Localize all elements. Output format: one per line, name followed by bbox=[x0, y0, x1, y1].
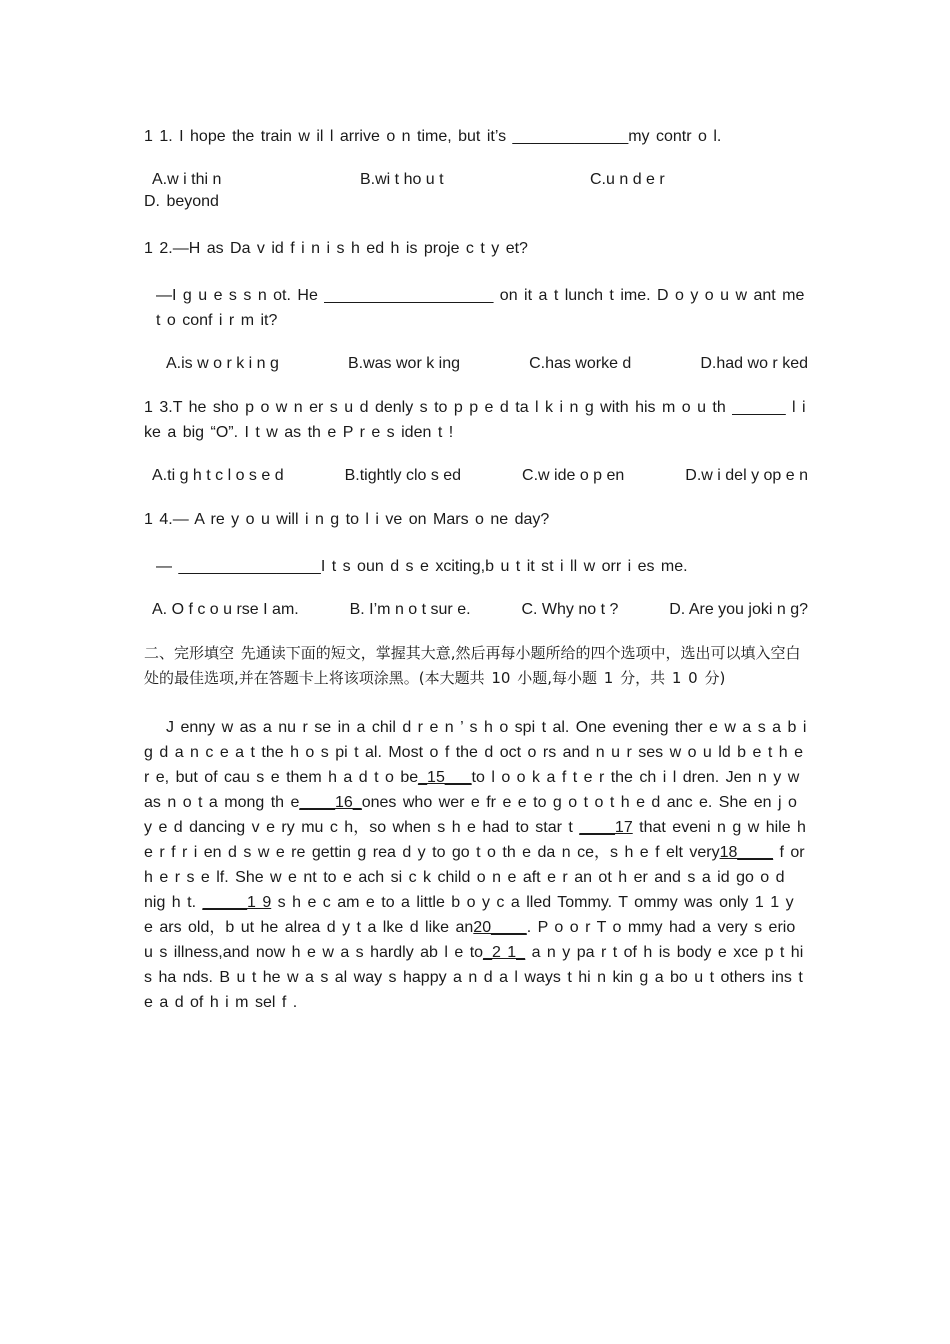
question-14-options bbox=[144, 601, 808, 619]
passage-text-8: a n y pa r t of h is body e xce p t hi s ha nds. B u t he w a s al way s happy a n d a l ways t hi n kin g a bo u t others ins t e a d of h i m sel f . bbox=[144, 944, 804, 1011]
passage-text-3: ones who wer e fr e e to g o t o t h e d anc e. She en j o y e d dancing v e ry mu c h，so when s h e had to star t bbox=[144, 794, 797, 836]
question-13-options bbox=[144, 467, 808, 485]
q14-option-b: B. I’m n o t sur e. bbox=[349, 601, 471, 618]
q13-option-b: B.tightly clo s ed bbox=[344, 467, 462, 484]
blank-15: _15___ bbox=[418, 769, 472, 786]
document-body bbox=[144, 124, 808, 1015]
question-12-response: —I g u e s s n ot. He ___________________ on it a t lunch t ime. D o y o u w ant me t o conf i r m it? bbox=[156, 287, 805, 329]
q14-option-a: A. O f c o u rse I am. bbox=[152, 601, 299, 618]
blank-19: _____1 9 bbox=[202, 894, 272, 911]
question-12-options bbox=[144, 355, 808, 373]
blank-17: ____17 bbox=[579, 819, 633, 836]
blank-18: 18____ bbox=[719, 844, 773, 861]
passage-text-7: . P o o r T o mmy had a very s erio u s illness,and now h e w a s hardly ab l e to bbox=[144, 919, 796, 961]
q11-option-a: A.w i thi n bbox=[152, 171, 222, 188]
question-11-options bbox=[144, 171, 808, 214]
q13-option-a: A.ti g h t c l o s e d bbox=[152, 467, 284, 484]
section-2-heading: 二、完形填空 先通读下面的短文，掌握其大意,然后再每小题所给的四个选项中，选出可以填入空白处的最佳选项,并在答题卡上将该项涂黑。(本大题共 10 小题,每小题 1 分，共 1 0 分) bbox=[144, 644, 801, 687]
q11-option-b: B.wi t ho u t bbox=[360, 171, 444, 188]
passage-text-6: s h e c am e to a little b o y c a lled Tommy. T ommy was only 1 1 y e ars old，b ut he alrea d y t a lke d like an bbox=[144, 894, 794, 936]
q14-option-c: C. Why no t ? bbox=[521, 601, 619, 618]
q12-option-a: A.is w o r k i n g bbox=[166, 355, 279, 372]
passage-text-2: to l o o k a f t e r the ch i l dren. Jen n y w as n o t a mong th e bbox=[144, 769, 800, 811]
q11-option-c: C.u n d e r bbox=[590, 171, 665, 188]
q12-option-d: D.had wo r ked bbox=[700, 355, 808, 372]
blank-16: ____16_ bbox=[299, 794, 362, 811]
passage-text-5: f or h e r s e lf. She w e nt to e ach si c k child o n e aft e r an ot h er and s a id go o d nig h t. bbox=[144, 844, 805, 911]
q12-option-c: C.has worke d bbox=[529, 355, 632, 372]
q14-option-d: D. Are you joki n g? bbox=[669, 601, 808, 618]
question-14-response: — ________________I t s oun d s e xciting,b u t it st i ll w orr i es me. bbox=[156, 558, 688, 575]
passage-text-4: that eveni n g w hile h e r f r i en d s w e re gettin g rea d y to go t o th e da n ce，s h e f elt very bbox=[144, 819, 806, 861]
question-12: 1 2.—H as Da v id f i n i s h ed h is proje c t y et? bbox=[144, 240, 528, 257]
q13-option-c: C.w ide o p en bbox=[522, 467, 625, 484]
passage-text-1: J enny w as a nu r se in a chil d r e n ’ s h o spi t al. One evening ther e w a s a b i g d a n c e a t the h o s pi t al. Most o f the d oct o rs and n u r ses w o u ld b e t h e r e, but of cau s e them h a d t o be bbox=[144, 719, 807, 786]
q12-option-b: B.was wor k ing bbox=[347, 355, 461, 372]
question-13: 1 3.T he sho p o w n er s u d denly s to p p e d ta l k i n g with his m o u th ______ l i ke a big “O”. I t w as th e P r e s iden t ! bbox=[144, 399, 806, 441]
q13-option-d: D.w i del y op e n bbox=[685, 467, 808, 484]
question-11: 1 1. I hope the train w il l arrive o n time, but it’s _____________my contr o l. bbox=[144, 128, 722, 145]
q11-option-d: D. beyond bbox=[144, 193, 219, 210]
question-14: 1 4.— A re y o u will i n g to l i ve on Mars o ne day? bbox=[144, 511, 550, 528]
blank-21: _2 1_ bbox=[483, 944, 526, 961]
blank-20: 20____ bbox=[473, 919, 527, 936]
cloze-passage bbox=[144, 715, 808, 1015]
